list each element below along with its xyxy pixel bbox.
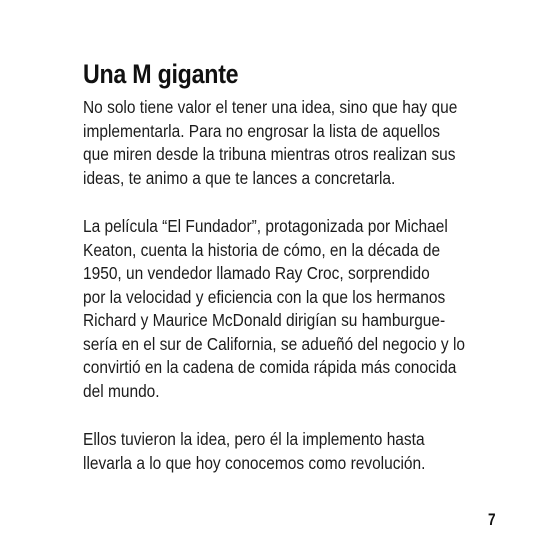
paragraph-line: llevarla a lo que hoy conocemos como revolución. bbox=[83, 452, 426, 473]
page-title: Una M gigante bbox=[83, 59, 239, 89]
paragraph-line: por la velocidad y eficiencia con la que los hermanos bbox=[83, 286, 446, 307]
paragraph-line: 1950, un vendedor llamado Ray Croc, sorprendido bbox=[83, 263, 430, 283]
paragraph-line: convirtió en la cadena de comida rápida más conocida bbox=[83, 357, 457, 377]
paragraph-1 bbox=[83, 96, 501, 190]
paragraph-3 bbox=[83, 428, 501, 475]
paragraph-2 bbox=[83, 215, 501, 403]
paragraph-line: Ellos tuvieron la idea, pero él la implemento hasta bbox=[83, 429, 425, 449]
paragraph-line: Richard y Maurice McDonald dirigían su hamburgue- bbox=[83, 310, 446, 330]
paragraph-line: No solo tiene valor el tener una idea, sino que hay que bbox=[83, 97, 458, 117]
body-text bbox=[83, 96, 501, 500]
paragraph-line: Keaton, cuenta la historia de cómo, en la década de bbox=[83, 239, 441, 260]
paragraph-line: del mundo. bbox=[83, 380, 160, 401]
paragraph-line: La película “El Fundador”, protagonizada por Michael bbox=[83, 216, 448, 236]
paragraph-line: implementarla. Para no engrosar la lista de aquellos bbox=[83, 120, 441, 141]
paragraph-line: ideas, te animo a que te lances a concretarla. bbox=[83, 167, 396, 188]
paragraph-line: que miren desde la tribuna mientras otros realizan sus bbox=[83, 144, 456, 164]
paragraph-line: sería en el sur de California, se adueñó del negocio y lo bbox=[83, 333, 466, 354]
page-number: 7 bbox=[488, 510, 496, 529]
